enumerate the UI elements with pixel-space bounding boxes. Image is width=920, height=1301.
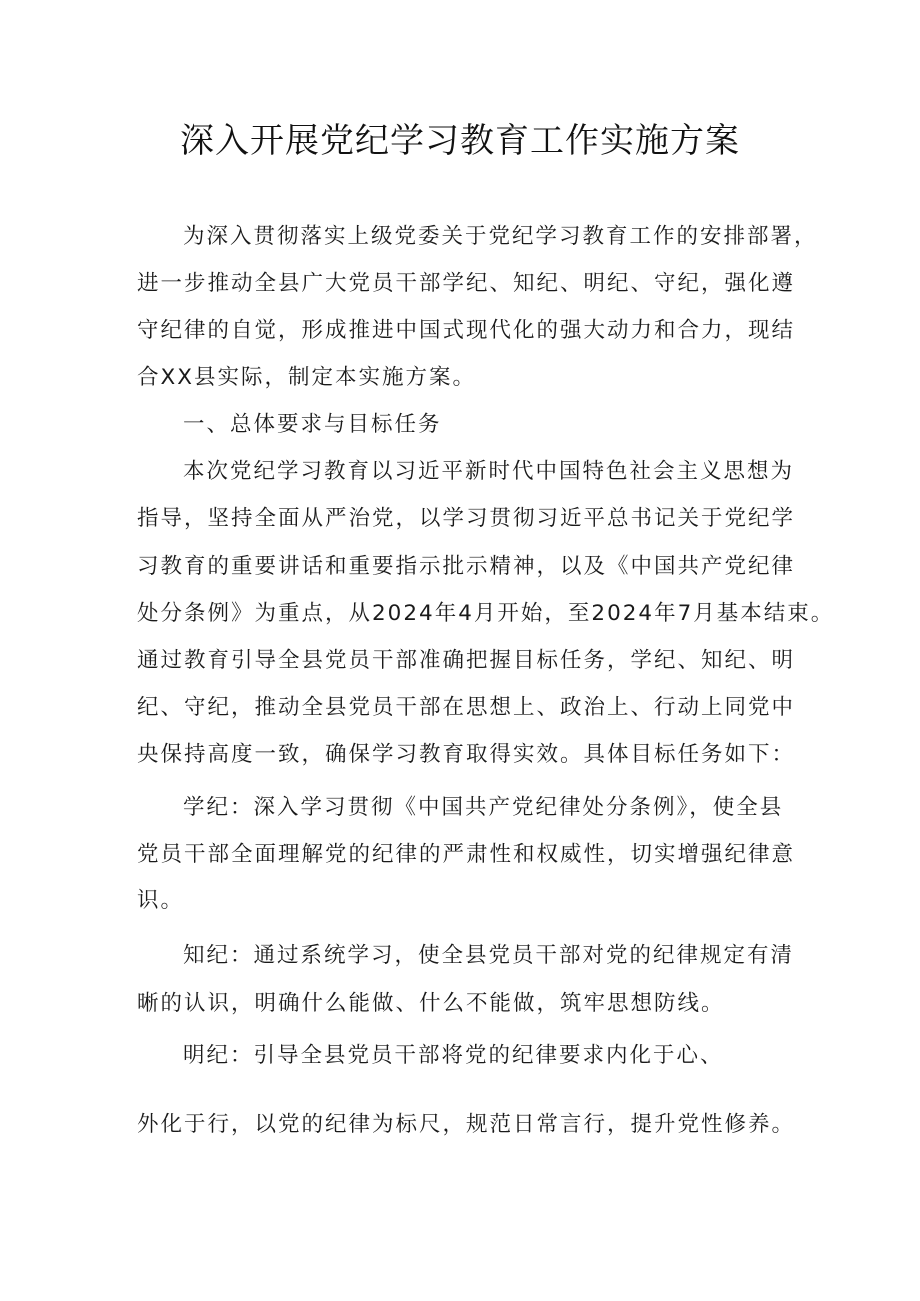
paragraph-xueji-line-1: 学纪：深入学习贯彻《中国共产党纪律处分条例》，使全县 bbox=[183, 795, 784, 820]
paragraph-overview-line-5: 通过教育引导全县党员干部准确把握目标任务，学纪、知纪、明 bbox=[137, 648, 796, 673]
paragraph-xueji-line-2: 党员干部全面理解党的纪律的严肃性和权威性，切实增强纪律意 bbox=[137, 842, 796, 867]
paragraph-intro-line-4: 合XX县实际，制定本实施方案。 bbox=[137, 365, 476, 390]
paragraph-overview-line-6: 纪、守纪，推动全县党员干部在思想上、政治上、行动上同党中 bbox=[137, 695, 796, 720]
paragraph-mingji-line-1: 明纪：引导全县党员干部将党的纪律要求内化于心、 bbox=[183, 1043, 724, 1068]
paragraph-intro-line-3: 守纪律的自觉，形成推进中国式现代化的强大动力和合力，现结 bbox=[137, 318, 796, 343]
paragraph-overview-line-3: 习教育的重要讲话和重要指示批示精神，以及《中国共产党纪律 bbox=[137, 554, 796, 579]
paragraph-zhiji-line-2: 晰的认识，明确什么能做、什么不能做，筑牢思想防线。 bbox=[137, 991, 725, 1016]
paragraph-xueji-line-3: 识。 bbox=[137, 888, 185, 913]
paragraph-intro-line-1: 为深入贯彻落实上级党委关于党纪学习教育工作的安排部署， bbox=[183, 224, 818, 249]
paragraph-overview-line-2: 指导，坚持全面从严治党，以学习贯彻习近平总书记关于党纪学 bbox=[137, 506, 796, 531]
paragraph-overview-line-4: 处分条例》为重点，从2024年4月开始，至2024年7月基本结束。 bbox=[137, 601, 835, 626]
section-heading: 一、总体要求与目标任务 bbox=[183, 412, 442, 437]
document-title: 深入开展党纪学习教育工作实施方案 bbox=[180, 121, 740, 161]
paragraph-overview-line-1: 本次党纪学习教育以习近平新时代中国特色社会主义思想为 bbox=[183, 459, 795, 484]
paragraph-overview-line-7: 央保持高度一致，确保学习教育取得实效。具体目标任务如下： bbox=[137, 742, 796, 767]
paragraph-zhiji-line-1: 知纪：通过系统学习，使全县党员干部对党的纪律规定有清 bbox=[183, 943, 795, 968]
paragraph-intro-line-2: 进一步推动全县广大党员干部学纪、知纪、明纪、守纪，强化遵 bbox=[137, 271, 796, 296]
paragraph-mingji-line-2: 外化于行，以党的纪律为标尺，规范日常言行，提升党性修养。 bbox=[137, 1112, 796, 1137]
